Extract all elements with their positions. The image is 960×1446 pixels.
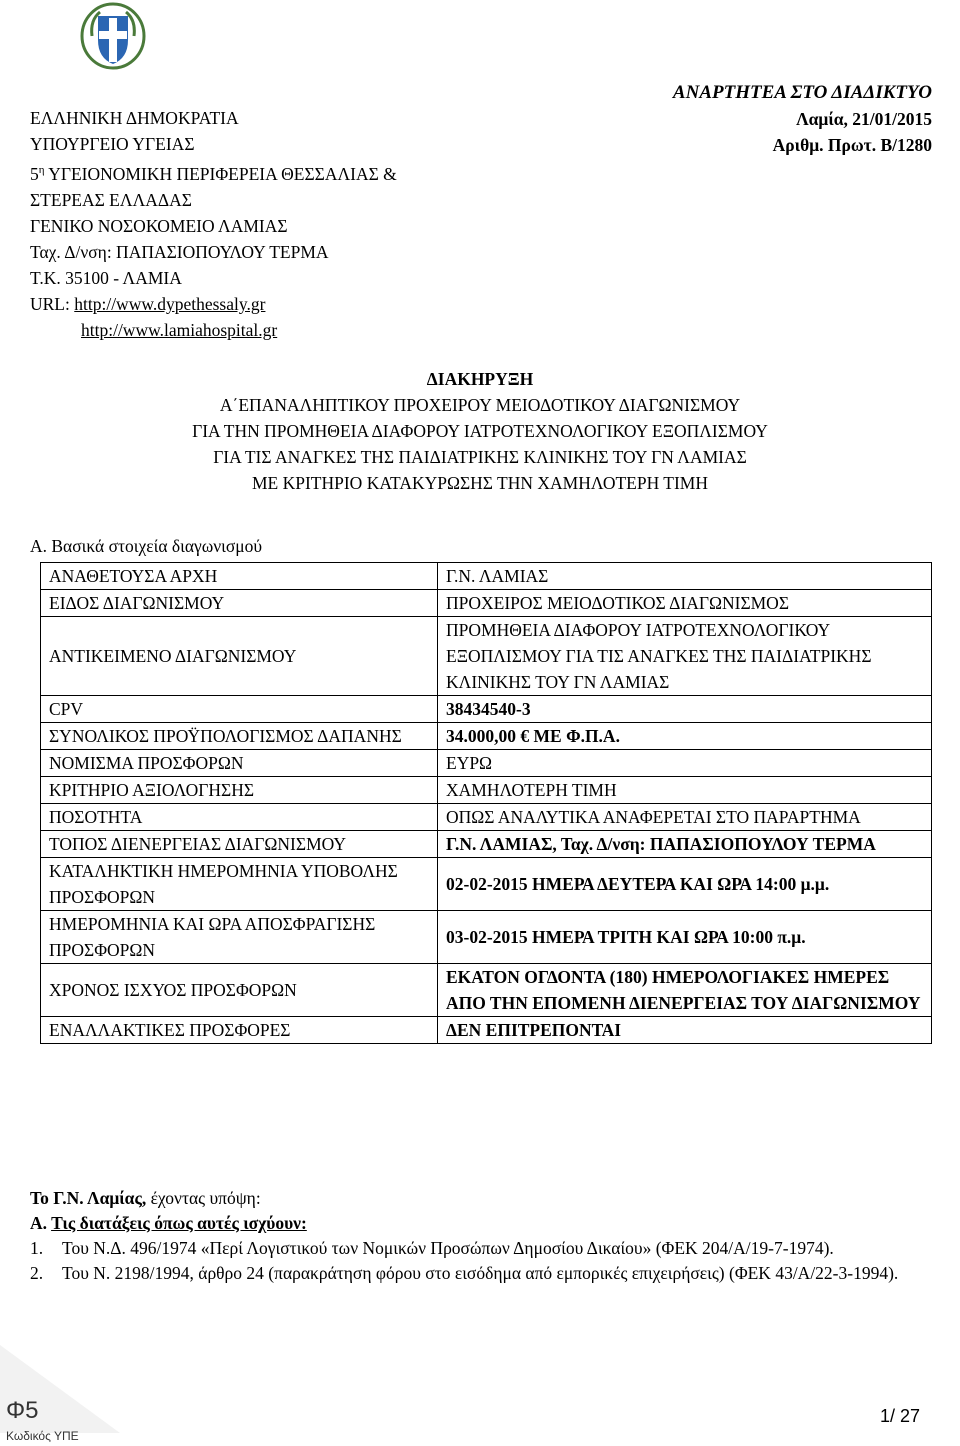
list-item: 2. Του Ν. 2198/1994, άρθρο 24 (παρακράτηση φόρου στο εισόδημα από εμπορικές επιχειρήσεις) (ΦΕΚ 43/Α/22-3-1994). [30, 1263, 899, 1283]
ype-code-label: Κωδικός ΥΠΕ [6, 1429, 79, 1443]
table-row [41, 590, 932, 617]
title-line: ΔΙΑΚΗΡΥΞΗ [426, 369, 534, 389]
considerations-block: Το Γ.Ν. Λαμίας, έχοντας υπόψη: Α. Τις διατάξεις όπως αυτές ισχύουν: 1. Του Ν.Δ. 496/1974 «Περί Λογιστικού των Νομικών Προσώπων Δημοσίου Δικαίου» (ΦΕΚ 204/Α/19-7-1974). 2. Του Ν. 2198/1994, άρθρο 24 (παρακράτηση φόρου στο εισόδημα από εμπορικές επιχειρήσεις) (ΦΕΚ 43/Α/22-3-1994). [30, 1186, 955, 1286]
row-label: ΑΝΑΘΕΤΟΥΣΑ ΑΡΧΗ [41, 563, 438, 590]
header-right-block [620, 80, 932, 158]
row-label: ΤΟΠΟΣ ΔΙΕΝΕΡΓΕΙΑΣ ΔΙΑΓΩΝΙΣΜΟΥ [41, 831, 438, 858]
intro-bold: Το Γ.Ν. Λαμίας, [30, 1188, 147, 1208]
issuer-line: Ταχ. Δ/νση: ΠΑΠΑΣΙΟΠΟΥΛΟΥ ΤΕΡΜΑ [30, 241, 329, 262]
issuer-line: ΥΠΟΥΡΓΕΙΟ ΥΓΕΙΑΣ [30, 134, 195, 154]
table-row [41, 911, 932, 964]
url-link-dypethessaly[interactable]: http://www.dypethessaly.gr [74, 293, 266, 314]
row-value: ΧΑΜΗΛΟΤΕΡΗ ΤΙΜΗ [438, 777, 932, 804]
issuer-line: ΣΤΕΡΕΑΣ ΕΛΛΑΔΑΣ [30, 189, 192, 210]
row-label: ΚΡΙΤΗΡΙΟ ΑΞΙΟΛΟΓΗΣΗΣ [41, 777, 438, 804]
table-row [41, 696, 932, 723]
title-line: ΓΙΑ ΤΙΣ ΑΝΑΓΚΕΣ ΤΗΣ ΠΑΙΔΙΑΤΡΙΚΗΣ ΚΛΙΝΙΚΗΣ ΤΟΥ ΓΝ ΛΑΜΙΑΣ [213, 447, 747, 467]
row-label: ΣΥΝΟΛΙΚΟΣ ΠΡΟΫΠΟΛΟΓΙΣΜΟΣ ΔΑΠΑΝΗΣ [41, 723, 438, 750]
row-value: 03-02-2015 ΗΜΕΡΑ ΤΡΙΤΗ ΚΑΙ ΩΡΑ 10:00 π.μ. [438, 911, 932, 964]
row-value: ΔΕΝ ΕΠΙΤΡΕΠΟΝΤΑΙ [438, 1017, 932, 1044]
row-value: 34.000,00 € ΜΕ Φ.Π.Α. [438, 723, 932, 750]
row-label: ΗΜΕΡΟΜΗΝΙΑ ΚΑΙ ΩΡΑ ΑΠΟΣΦΡΑΓΙΣΗΣ ΠΡΟΣΦΟΡΩΝ [41, 911, 438, 964]
row-value: 02-02-2015 ΗΜΕΡΑ ΔΕΥΤΕΡΑ ΚΑΙ ΩΡΑ 14:00 μ.μ. [438, 858, 932, 911]
row-value: ΕΥΡΩ [438, 750, 932, 777]
row-value: ΠΡΟΧΕΙΡΟΣ ΜΕΙΟΔΟΤΙΚΟΣ ΔΙΑΓΩΝΙΣΜΟΣ [438, 590, 932, 617]
place-date: Λαμία, 21/01/2015 [796, 109, 932, 129]
table-row [41, 617, 932, 696]
protocol-number: Αριθμ. Πρωτ. Β/1280 [772, 135, 932, 155]
online-notice: ΑΝΑΡΤΗΤΕΑ ΣΤΟ ΔΙΑΔΙΚΤΥΟ [672, 82, 932, 103]
row-label: ΑΝΤΙΚΕΙΜΕΝΟ ΔΙΑΓΩΝΙΣΜΟΥ [41, 617, 438, 696]
row-label: ΧΡΟΝΟΣ ΙΣΧΥΟΣ ΠΡΟΣΦΟΡΩΝ [41, 964, 438, 1017]
list-item: 1. Του Ν.Δ. 496/1974 «Περί Λογιστικού των Νομικών Προσώπων Δημοσίου Δικαίου» (ΦΕΚ 204/Α/19-7-1974). [30, 1238, 834, 1258]
intro-rest: έχοντας υπόψη: [146, 1188, 261, 1208]
row-label: CPV [41, 696, 438, 723]
row-value: 38434540-3 [438, 696, 932, 723]
ype-code-stamp [0, 1345, 120, 1445]
row-label: ΝΟΜΙΣΜΑ ΠΡΟΣΦΟΡΩΝ [41, 750, 438, 777]
section-a-title: Α. Βασικά στοιχεία διαγωνισμού [30, 536, 263, 556]
table-row [41, 723, 932, 750]
issuer-line: $5^\eta$ ΥΓΕΙΟΝΟΜΙΚΗ ΠΕΡΙΦΕΡΕΙΑ ΘΕΣΣΑΛΙΑΣ & [30, 163, 397, 184]
greek-coat-of-arms-icon [80, 2, 146, 70]
row-value: ΟΠΩΣ ΑΝΑΛΥΤΙΚΑ ΑΝΑΦΕΡΕΤΑΙ ΣΤΟ ΠΑΡΑΡΤΗΜΑ [438, 804, 932, 831]
table-row [41, 750, 932, 777]
table-row [41, 858, 932, 911]
url-link-lamiahospital[interactable]: http://www.lamiahospital.gr [81, 319, 278, 340]
row-label: ΕΙΔΟΣ ΔΙΑΓΩΝΙΣΜΟΥ [41, 590, 438, 617]
row-value: ΕΚΑΤΟΝ ΟΓΔΟΝΤΑ (180) ΗΜΕΡΟΛΟΓΙΑΚΕΣ ΗΜΕΡΕΣ ΑΠΟ ΤΗΝ ΕΠΟΜΕΝΗ ΔΙΕΝΕΡΓΕΙΑΣ ΤΟΥ ΔΙΑΓΩΝΙΣΜΟΥ [438, 964, 932, 1017]
title-line: ΓΙΑ ΤΗΝ ΠΡΟΜΗΘΕΙΑ ΔΙΑΦΟΡΟΥ ΙΑΤΡΟΤΕΧΝΟΛΟΓΙΚΟΥ ΕΞΟΠΛΙΣΜΟΥ [192, 421, 768, 441]
row-value: Γ.Ν. ΛΑΜΙΑΣ [438, 563, 932, 590]
table-row [41, 804, 932, 831]
issuer-line: Τ.Κ. 35100 - ΛΑΜΙΑ [30, 267, 182, 288]
title-line: Α΄ΕΠΑΝΑΛΗΠΤΙΚΟΥ ΠΡΟΧΕΙΡΟΥ ΜΕΙΟΔΟΤΙΚΟΥ ΔΙΑΓΩΝΙΣΜΟΥ [219, 395, 741, 415]
page-number: 1/ 27 [880, 1406, 921, 1426]
sub-heading-a: Τις διατάξεις όπως αυτές ισχύουν: [51, 1213, 307, 1233]
table-row [41, 1017, 932, 1044]
ype-code: Φ5 [6, 1397, 39, 1424]
tender-info-table [40, 562, 932, 1044]
row-value: Γ.Ν. ΛΑΜΙΑΣ, Ταχ. Δ/νση: ΠΑΠΑΣΙΟΠΟΥΛΟΥ ΤΕΡΜΑ [438, 831, 932, 858]
row-value: ΠΡΟΜΗΘΕΙΑ ΔΙΑΦΟΡΟΥ ΙΑΤΡΟΤΕΧΝΟΛΟΓΙΚΟΥ ΕΞΟΠΛΙΣΜΟΥ ΓΙΑ ΤΙΣ ΑΝΑΓΚΕΣ ΤΗΣ ΠΑΙΔΙΑΤΡΙΚΗΣ ΚΛΙΝΙΚΗΣ ΤΟΥ ΓΝ ΛΑΜΙΑΣ [438, 617, 932, 696]
table-row [41, 563, 932, 590]
table-row [41, 831, 932, 858]
issuer-line: ΓΕΝΙΚΟ ΝΟΣΟΚΟΜΕΙΟ ΛΑΜΙΑΣ [30, 215, 288, 236]
row-label: ΚΑΤΑΛΗΚΤΙΚΗ ΗΜΕΡΟΜΗΝΙΑ ΥΠΟΒΟΛΗΣ ΠΡΟΣΦΟΡΩΝ [41, 858, 438, 911]
title-line: ΜΕ ΚΡΙΤΗΡΙΟ ΚΑΤΑΚΥΡΩΣΗΣ ΤΗΝ ΧΑΜΗΛΟΤΕΡΗ ΤΙΜΗ [251, 473, 709, 493]
table-row [41, 777, 932, 804]
row-label: ΕΝΑΛΛΑΚΤΙΚΕΣ ΠΡΟΣΦΟΡΕΣ [41, 1017, 438, 1044]
table-row [41, 964, 932, 1017]
issuer-block [30, 105, 397, 343]
document-title [0, 366, 960, 496]
issuer-url-line: URL: http://www.dypethessaly.gr [30, 293, 266, 314]
row-label: ΠΟΣΟΤΗΤΑ [41, 804, 438, 831]
issuer-line: ΕΛΛΗΝΙΚΗ ΔΗΜΟΚΡΑΤΙΑ [30, 108, 239, 128]
